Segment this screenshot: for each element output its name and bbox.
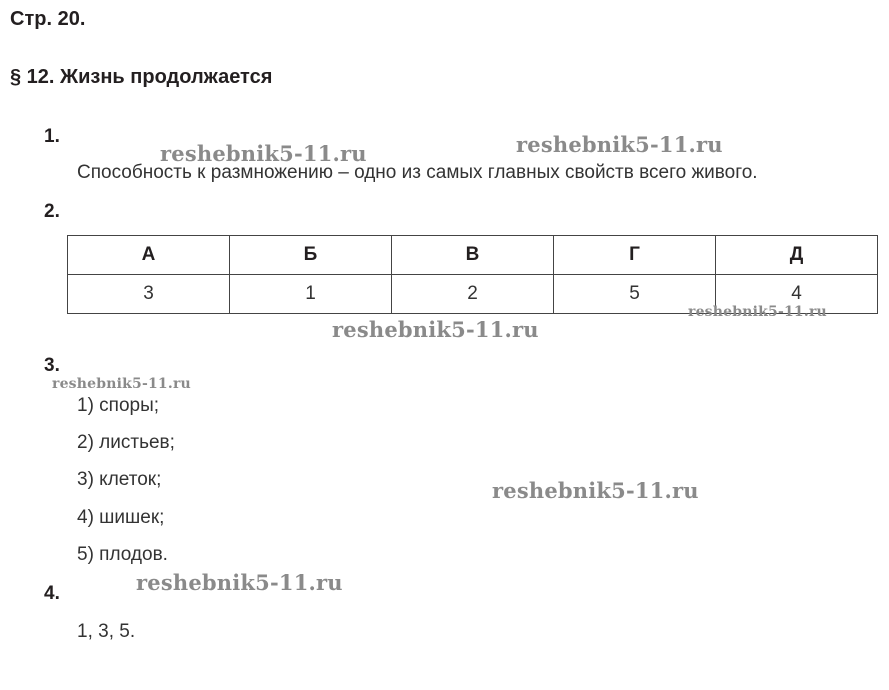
table-header-cell: Д: [716, 236, 878, 275]
table-header-cell: Б: [230, 236, 392, 275]
table-header-cell: В: [392, 236, 554, 275]
question-4-answer: 1, 3, 5.: [77, 621, 136, 642]
list-item: 5) плодов.: [77, 544, 168, 565]
question-1-answer: Способность к размножению – одно из самых главных свойств всего живого.: [77, 162, 758, 183]
table-cell: 1: [230, 275, 392, 314]
question-number-2: 2.: [44, 201, 60, 222]
section-title: § 12. Жизнь продолжается: [10, 66, 273, 88]
watermark: reshebnik5-11.ru: [516, 132, 723, 157]
table-header-cell: Г: [554, 236, 716, 275]
watermark: reshebnik5-11.ru: [52, 376, 191, 392]
watermark: reshebnik5-11.ru: [492, 478, 699, 503]
list-item: 2) листьев;: [77, 432, 175, 453]
watermark: reshebnik5-11.ru: [688, 304, 827, 320]
page-number: Стр. 20.: [10, 8, 86, 30]
question-number-3: 3.: [44, 355, 60, 376]
table-cell: 2: [392, 275, 554, 314]
answer-table: [67, 235, 878, 314]
watermark: reshebnik5-11.ru: [136, 570, 343, 595]
list-item: 1) споры;: [77, 395, 160, 416]
list-item: 3) клеток;: [77, 469, 162, 490]
table-cell: 4: [716, 275, 878, 314]
table-cell: 5: [554, 275, 716, 314]
question-number-4: 4.: [44, 583, 60, 604]
table-header-row: [68, 236, 878, 275]
watermark: reshebnik5-11.ru: [160, 141, 367, 166]
table-header-cell: А: [68, 236, 230, 275]
watermark: reshebnik5-11.ru: [332, 317, 539, 342]
question-number-1: 1.: [44, 126, 60, 147]
table-cell: 3: [68, 275, 230, 314]
list-item: 4) шишек;: [77, 507, 165, 528]
